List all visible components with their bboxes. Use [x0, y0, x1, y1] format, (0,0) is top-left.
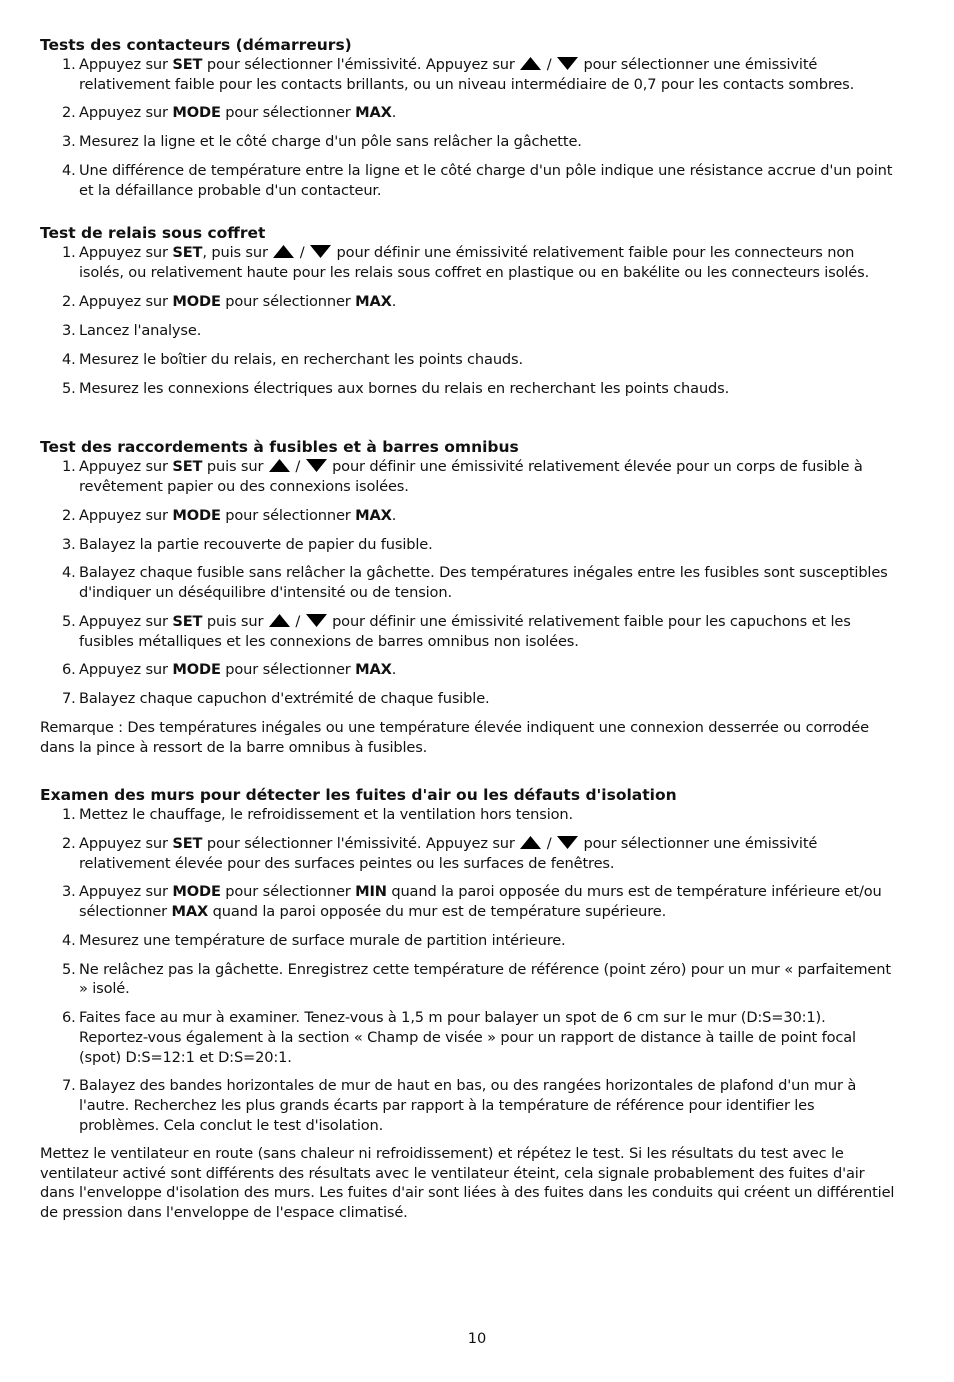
triangle-up-icon — [520, 836, 541, 849]
list-item — [40, 882, 898, 921]
key-label: MODE — [172, 661, 221, 679]
item-text: pour sélectionner — [220, 104, 356, 122]
item-text: / — [542, 56, 556, 73]
section-contactor-tests — [40, 36, 898, 200]
key-label: SET — [172, 244, 203, 262]
step-list — [40, 457, 898, 709]
section-relay-test — [40, 224, 898, 398]
list-item — [40, 563, 898, 602]
item-text: / — [290, 458, 305, 476]
key-label: SET — [172, 56, 203, 73]
item-text: / — [295, 244, 310, 262]
item-text: Appuyez sur — [79, 612, 173, 630]
item-text: Appuyez sur — [79, 883, 173, 901]
section-heading: Test de relais sous coffret — [40, 224, 266, 243]
key-label: SET — [172, 612, 203, 630]
key-label: MAX — [171, 903, 209, 921]
item-text: pour sélectionner une émissivité relativement élevée pour des surfaces peintes ou les surfaces de fenêtres. — [79, 835, 818, 872]
list-item — [40, 805, 898, 825]
key-label: MIN — [355, 883, 387, 901]
list-item — [40, 834, 898, 873]
key-label: MAX — [355, 661, 392, 679]
triangle-down-icon — [306, 459, 327, 472]
item-number: 4. — [62, 162, 76, 180]
step-list — [40, 805, 898, 1135]
item-number: 4. — [62, 350, 76, 368]
item-number: 2. — [62, 835, 76, 852]
item-text: Appuyez sur — [79, 506, 173, 524]
item-text: Ne relâchez pas la gâchette. Enregistrez cette température de référence (point zéro) pour un mur « parfaitement » isolé. — [79, 960, 891, 998]
item-text: / — [290, 612, 305, 630]
list-item — [40, 1008, 898, 1067]
section-fuse-busbar-test — [40, 438, 898, 757]
triangle-down-icon — [310, 245, 331, 258]
key-label: MODE — [172, 506, 221, 524]
item-text: Mesurez une température de surface murale de partition intérieure. — [79, 931, 566, 949]
item-text: quand la paroi opposée du mur est de température supérieure. — [208, 903, 667, 921]
note-paragraph: Remarque : Des températures inégales ou une température élevée indiquent une connexion desserrée ou corrodée dans la pince à ressort de la barre omnibus à fusibles. — [40, 718, 869, 756]
item-text: puis sur — [202, 612, 268, 630]
item-text: Balayez la partie recouverte de papier du fusible. — [79, 535, 433, 553]
list-item — [40, 1076, 898, 1135]
key-label: MODE — [172, 883, 221, 901]
list-item — [40, 321, 898, 341]
list-item — [40, 660, 898, 680]
triangle-down-icon — [557, 836, 578, 849]
list-item — [40, 350, 898, 370]
item-text: pour sélectionner l'émissivité. Appuyez sur — [202, 835, 520, 852]
item-text: Balayez des bandes horizontales de mur de haut en bas, ou des rangées horizontales de plafond d'un mur à l'autre. Recherchez les plus grands écarts par rapport à la température de référence pour identifier les problèmes. Cela conclut le test d'isolation. — [79, 1077, 857, 1134]
item-text: pour sélectionner — [220, 661, 356, 679]
item-number: 4. — [62, 564, 76, 582]
list-item — [40, 506, 898, 526]
item-number: 2. — [62, 292, 76, 310]
list-item — [40, 457, 898, 496]
section-heading: Test des raccordements à fusibles et à barres omnibus — [40, 438, 519, 457]
item-number: 2. — [62, 506, 76, 524]
item-text: pour sélectionner l'émissivité. Appuyez sur — [202, 56, 520, 73]
triangle-down-icon — [557, 57, 578, 70]
item-text: Mesurez la ligne et le côté charge d'un pôle sans relâcher la gâchette. — [79, 133, 582, 151]
item-text: pour sélectionner — [220, 292, 356, 310]
list-item — [40, 243, 898, 282]
item-text: . — [391, 104, 397, 122]
list-item — [40, 161, 898, 200]
item-number: 3. — [62, 321, 76, 339]
page-number: 10 — [467, 1330, 487, 1347]
triangle-up-icon — [269, 459, 290, 472]
item-text: Appuyez sur — [79, 244, 173, 262]
item-number: 3. — [62, 883, 76, 901]
item-number: 1. — [62, 806, 76, 824]
item-number: 1. — [62, 244, 76, 262]
section-heading: Examen des murs pour détecter les fuites d'air ou les défauts d'isolation — [40, 786, 677, 805]
document-page — [40, 36, 898, 1223]
list-item — [40, 931, 898, 951]
item-text: Appuyez sur — [79, 56, 173, 73]
list-item — [40, 535, 898, 555]
item-text: Mettez le chauffage, le refroidissement et la ventilation hors tension. — [79, 806, 574, 824]
item-text: pour définir une émissivité relativement élevée pour un corps de fusible à revêtement papier ou des connexions isolées. — [79, 458, 863, 495]
item-text: pour sélectionner — [220, 506, 356, 524]
item-number: 5. — [62, 612, 76, 630]
triangle-down-icon — [306, 614, 327, 627]
item-text: Appuyez sur — [79, 835, 173, 852]
item-text: , puis sur — [202, 244, 273, 262]
item-text: pour sélectionner — [220, 883, 356, 901]
item-number: 7. — [62, 1077, 76, 1095]
item-text: Mesurez le boîtier du relais, en recherchant les points chauds. — [79, 350, 523, 368]
item-text: Mesurez les connexions électriques aux bornes du relais en recherchant les points chauds. — [79, 379, 730, 397]
item-number: 3. — [62, 133, 76, 151]
list-item — [40, 55, 898, 94]
key-label: MAX — [355, 104, 392, 122]
item-text: . — [391, 292, 397, 310]
key-label: SET — [172, 835, 203, 852]
item-number: 7. — [62, 690, 76, 708]
triangle-up-icon — [269, 614, 290, 627]
item-number: 2. — [62, 104, 76, 122]
item-text: pour définir une émissivité relativement faible pour les capuchons et les fusibles métalliques et les connexions de barres omnibus non isolées. — [79, 612, 851, 650]
section-heading: Tests des contacteurs (démarreurs) — [40, 36, 352, 54]
item-text: pour sélectionner une émissivité relativement faible pour les contacts brillants, ou un niveau intermédiaire de 0,7 pour les contacts sombres. — [79, 56, 855, 93]
key-label: MAX — [355, 506, 392, 524]
step-list — [40, 243, 898, 398]
item-text: Appuyez sur — [79, 458, 173, 476]
item-number: 3. — [62, 535, 76, 553]
item-number: 4. — [62, 931, 76, 949]
item-text: Appuyez sur — [79, 661, 173, 679]
section-wall-inspection — [40, 786, 898, 1222]
triangle-up-icon — [520, 57, 541, 70]
key-label: MODE — [172, 292, 221, 310]
item-text: Appuyez sur — [79, 104, 173, 122]
item-number: 6. — [62, 661, 76, 679]
list-item — [40, 960, 898, 999]
item-number: 6. — [62, 1009, 76, 1027]
item-number: 5. — [62, 960, 76, 978]
list-item — [40, 103, 898, 123]
item-text: puis sur — [202, 458, 268, 476]
key-label: MAX — [355, 292, 392, 310]
item-text: Lancez l'analyse. — [79, 321, 202, 339]
list-item — [40, 379, 898, 399]
item-text: Appuyez sur — [79, 292, 173, 310]
item-text: / — [542, 835, 556, 852]
item-text: . — [391, 661, 397, 679]
item-text: Une différence de température entre la ligne et le côté charge d'un pôle indique une résistance accrue d'un point et la défaillance probable d'un contacteur. — [79, 162, 893, 199]
item-number: 1. — [62, 56, 76, 73]
list-item — [40, 689, 898, 709]
key-label: MODE — [172, 104, 221, 122]
item-text: Balayez chaque fusible sans relâcher la gâchette. Des températures inégales entre les fusibles sont susceptibles d'indiquer un déséquilibre d'intensité ou de tension. — [79, 564, 888, 602]
list-item — [40, 292, 898, 312]
item-number: 1. — [62, 458, 76, 476]
list-item — [40, 132, 898, 152]
step-list — [40, 55, 898, 200]
item-text: quand la paroi opposée du murs est de température inférieure et/ou sélectionner — [79, 883, 882, 921]
closing-paragraph: Mettez le ventilateur en route (sans chaleur ni refroidissement) et répétez le test. Si les résultats du test avec le ventilateur activé sont différents des résultats avec le ventilateur éteint, cela signale probablement des fuites d'air dans l'enveloppe d'isolation des murs. Les fuites d'air sont liées à des fuites dans les conduits qui créent un différentiel de pression dans l'enveloppe de l'espace climatisé. — [40, 1145, 895, 1221]
triangle-up-icon — [273, 245, 294, 258]
item-text: . — [391, 506, 397, 524]
item-text: Faites face au mur à examiner. Tenez-vous à 1,5 m pour balayer un spot de 6 cm sur le mur (D:S=30:1). Reportez-vous également à la section « Champ de visée » pour un rapport de distance à taille de point focal (spot) D:S=12:1 et D:S=20:1. — [79, 1009, 856, 1066]
item-text: pour définir une émissivité relativement faible pour les connecteurs non isolés, ou relativement haute pour les relais sous coffret en plastique ou en bakélite ou les connecteurs isolés. — [79, 244, 870, 282]
key-label: SET — [172, 458, 203, 476]
item-number: 5. — [62, 379, 76, 397]
item-text: Balayez chaque capuchon d'extrémité de chaque fusible. — [79, 690, 490, 708]
list-item — [40, 612, 898, 651]
